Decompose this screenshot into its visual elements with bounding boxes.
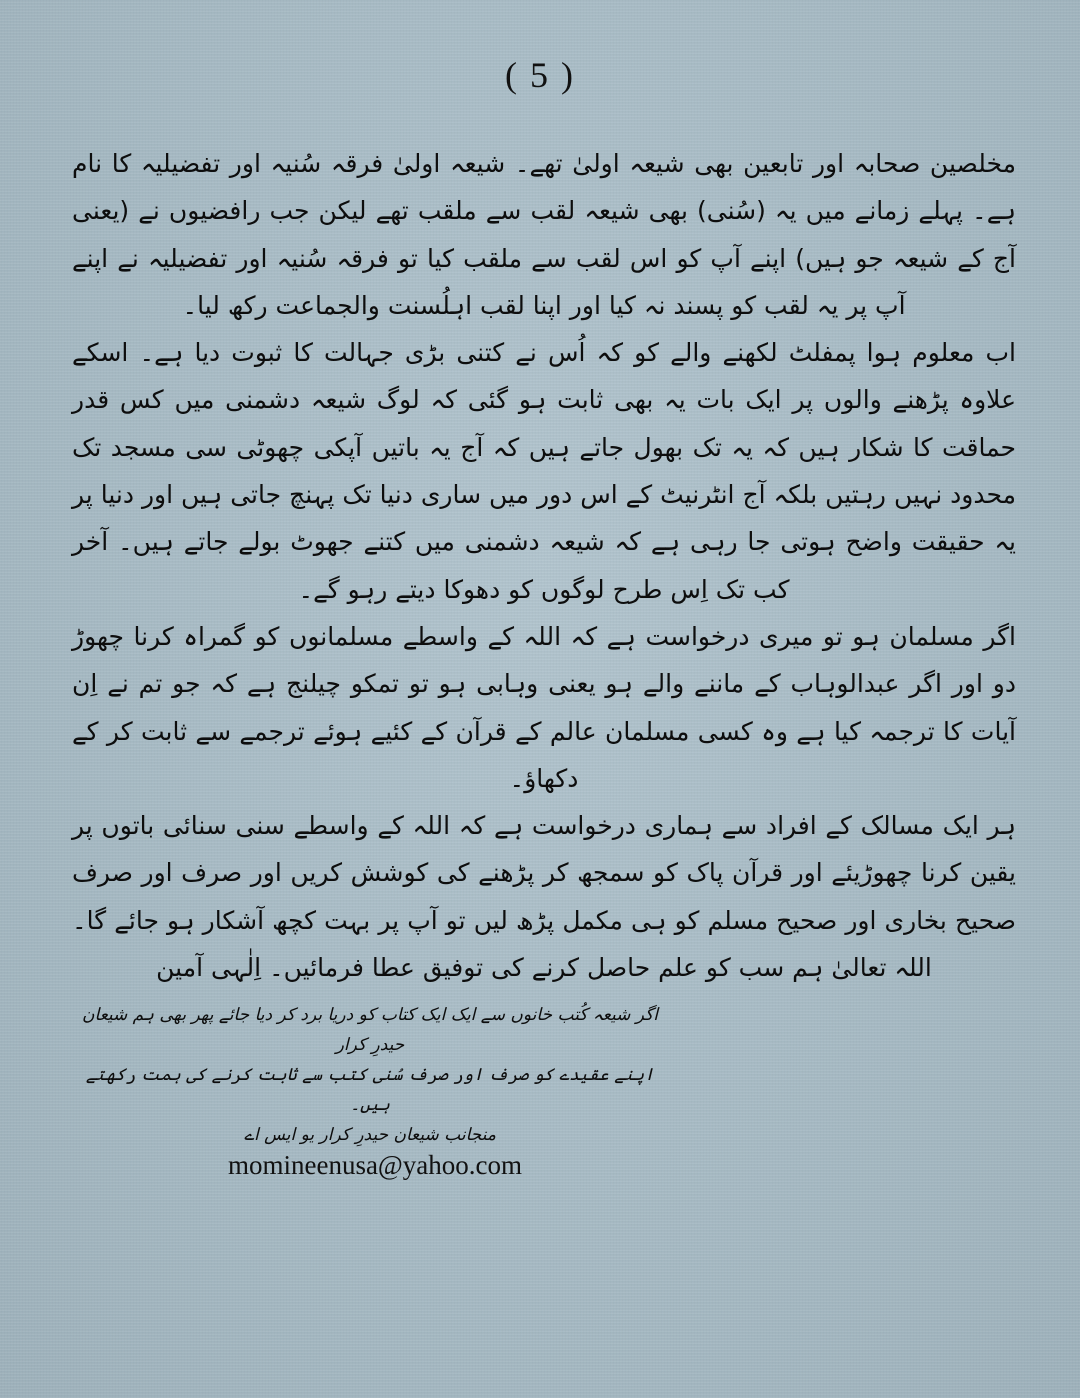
paragraph-2: اب معلوم ہوا پمفلٹ لکھنے والے کو کہ اُس نے کتنی بڑی جہالت کا ثبوت دیا ہے۔ اسکے علاوہ پڑھنے والوں پر ایک بات یہ بھی ثابت ہو گئی کہ لوگ شیعہ دشمنی میں کس قدر حماقت کا شکار ہیں کہ یہ تک بھول جاتے ہیں کہ آج یہ باتیں آپکی چھوٹی سی مسجد تک محدود نہیں رہتیں بلکہ آج انٹرنیٹ کے اس دور میں ساری دنیا تک پہنچ جاتی ہیں اور دنیا پر یہ حقیقت واضح ہوتی جا رہی ہے کہ شیعہ دشمنی میں کتنے جھوٹ بولے جاتے ہیں۔ آخر کب تک اِس طرح لوگوں کو دھوکا دیتے رہو گے۔ — [72, 338, 1016, 604]
footer-note — [70, 1000, 670, 1150]
footer-line-2: اپنے عقیدے کو صرف اور صرف سُنی کتب سے ثابت کرنے کی ہمت رکھتے ہیں۔ — [85, 1065, 655, 1115]
contact-email: momineenusa@yahoo.com — [227, 1150, 523, 1180]
body-text — [72, 140, 1016, 991]
paragraph-4: ہر ایک مسالک کے افراد سے ہماری درخواست ہے کہ اللہ کے واسطے سنی سنائی باتوں پر یقین کرنا چھوڑیئے اور قرآن پاک کو سمجھ کر پڑھنے کی کوشش کریں اور صرف اور صرف صحیح بخاری اور صحیح مسلم کو ہی مکمل پڑھ لیں تو آپ پر بہت کچھ آشکار ہو جائے گا۔ اللہ تعالیٰ ہم سب کو علم حاصل کرنے کی توفیق عطا فرمائیں۔ اِلٰہی آمین — [72, 811, 1016, 983]
paragraph-3: اگر مسلمان ہو تو میری درخواست ہے کہ اللہ کے واسطے مسلمانوں کو گمراہ کرنا چھوڑ دو اور اگر عبدالوہاب کے ماننے والے ہو یعنی وہابی ہو تو تمکو چیلنج ہے کہ جو تم نے اِن آیات کا ترجمہ کیا ہے وہ کسی مسلمان عالم کے قرآن کے کئیے ہوئے ترجمے سے ثابت کر کے دکھاؤ۔ — [72, 621, 1016, 793]
page-number: ( 5 ) — [505, 55, 575, 95]
footer-signature: منجانب شیعان حیدرِ کرار یو ایس اے — [244, 1125, 496, 1145]
paragraph-1: مخلصین صحابہ اور تابعین بھی شیعہ اولیٰ تھے۔ شیعہ اولیٰ فرقہ سُنیہ اور تفضیلیہ کا نام ہے۔ پہلے زمانے میں یہ (سُنی) بھی شیعہ لقب سے ملقب تھے لیکن جب رافضیوں نے (یعنی آج کے شیعہ جو ہیں) اپنے آپ کو اس لقب سے ملقب کیا تو فرقہ سُنیہ اور تفضیلیہ نے اپنے آپ پر یہ لقب کو پسند نہ کیا اور اپنا لقب اہلُسنت والجماعت رکھ لیا۔ — [72, 149, 1016, 320]
footer-line-1: اگر شیعہ کُتب خانوں سے ایک ایک کتاب کو دریا برد کر دیا جائے پھر بھی ہم شیعان حیدرِ کرار — [82, 1005, 658, 1055]
